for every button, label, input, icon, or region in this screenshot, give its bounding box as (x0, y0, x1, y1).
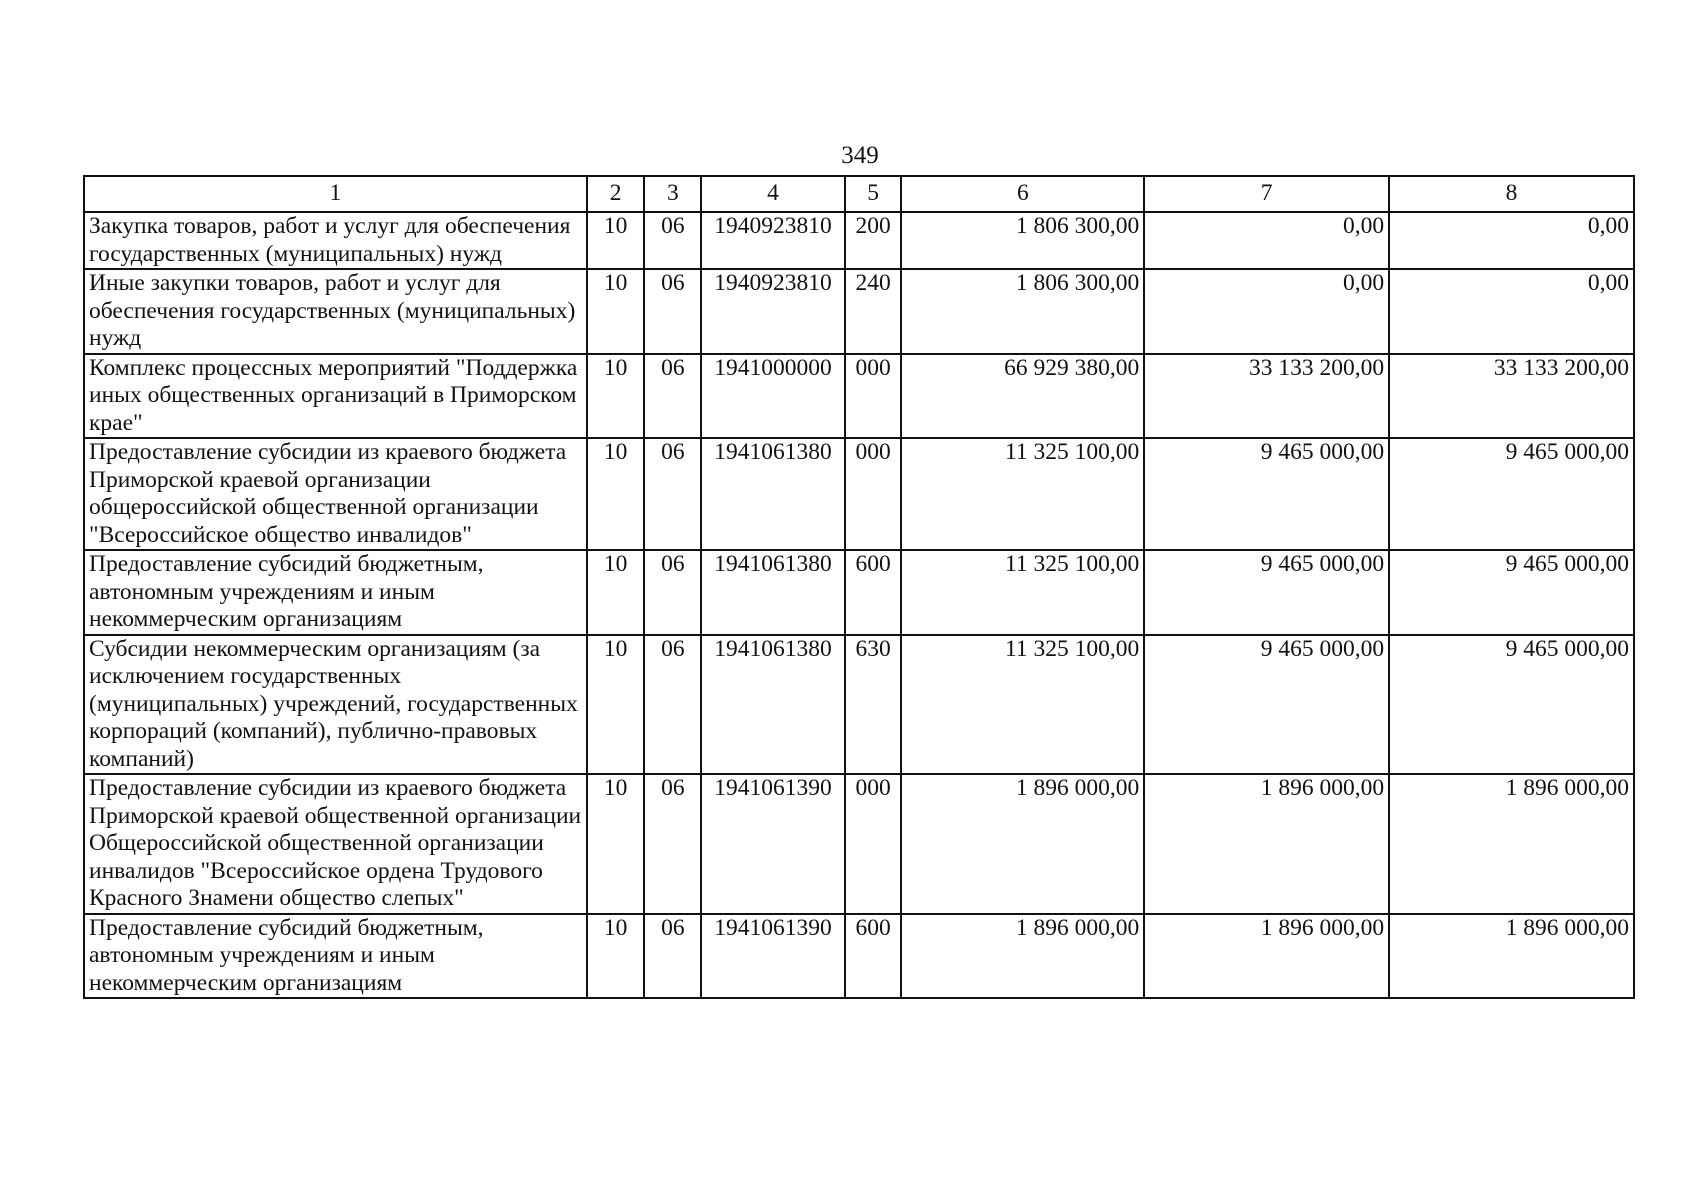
table-row (84, 550, 1634, 635)
row-amount-col7: 0,00 (1144, 212, 1389, 269)
row-section: 10 (587, 774, 645, 914)
table-row (84, 269, 1634, 354)
row-expense-type: 240 (845, 269, 902, 354)
header-cell-4: 4 (701, 176, 845, 212)
row-subsection: 06 (644, 635, 701, 775)
row-section: 10 (587, 550, 645, 635)
row-target-article: 1941061390 (701, 914, 845, 999)
row-name: Предоставление субсидий бюджетным, автономным учреждениям и иным некоммерческим организациям (84, 550, 587, 635)
row-amount-col8: 0,00 (1389, 212, 1634, 269)
row-amount-col7: 1 896 000,00 (1144, 914, 1389, 999)
header-cell-7: 7 (1144, 176, 1389, 212)
row-target-article: 1941061380 (701, 635, 845, 775)
row-amount-col6: 1 896 000,00 (901, 914, 1144, 999)
row-name: Субсидии некоммерческим организациям (за исключением государственных (муниципальных) учреждений, государственных корпораций (компаний), публично-правовых компаний) (84, 635, 587, 775)
row-amount-col8: 9 465 000,00 (1389, 438, 1634, 550)
row-expense-type: 200 (845, 212, 902, 269)
row-amount-col8: 9 465 000,00 (1389, 550, 1634, 635)
header-cell-1: 1 (84, 176, 587, 212)
row-target-article: 1941061380 (701, 550, 845, 635)
row-amount-col6: 1 806 300,00 (901, 212, 1144, 269)
row-subsection: 06 (644, 438, 701, 550)
row-amount-col8: 1 896 000,00 (1389, 914, 1634, 999)
row-subsection: 06 (644, 269, 701, 354)
row-target-article: 1940923810 (701, 212, 845, 269)
row-name: Закупка товаров, работ и услуг для обеспечения государственных (муниципальных) нужд (84, 212, 587, 269)
row-section: 10 (587, 212, 645, 269)
header-row (84, 176, 1634, 212)
row-section: 10 (587, 438, 645, 550)
header-cell-2: 2 (587, 176, 645, 212)
row-amount-col7: 9 465 000,00 (1144, 635, 1389, 775)
row-amount-col8: 0,00 (1389, 269, 1634, 354)
row-expense-type: 600 (845, 550, 902, 635)
row-section: 10 (587, 635, 645, 775)
row-subsection: 06 (644, 212, 701, 269)
row-amount-col6: 11 325 100,00 (901, 438, 1144, 550)
row-amount-col6: 1 896 000,00 (901, 774, 1144, 914)
row-amount-col6: 11 325 100,00 (901, 635, 1144, 775)
row-amount-col8: 9 465 000,00 (1389, 635, 1634, 775)
table-row (84, 212, 1634, 269)
row-subsection: 06 (644, 774, 701, 914)
table-row (84, 635, 1634, 775)
page-number: 349 (841, 142, 879, 169)
table-row (84, 438, 1634, 550)
table-row (84, 774, 1634, 914)
row-amount-col6: 66 929 380,00 (901, 354, 1144, 439)
row-amount-col8: 33 133 200,00 (1389, 354, 1634, 439)
row-amount-col7: 9 465 000,00 (1144, 438, 1389, 550)
row-name: Иные закупки товаров, работ и услуг для обеспечения государственных (муниципальных) нужд (84, 269, 587, 354)
header-cell-3: 3 (644, 176, 701, 212)
row-amount-col7: 0,00 (1144, 269, 1389, 354)
row-name: Предоставление субсидий бюджетным, автономным учреждениям и иным некоммерческим организациям (84, 914, 587, 999)
header-cell-5: 5 (845, 176, 902, 212)
row-expense-type: 000 (845, 774, 902, 914)
row-target-article: 1940923810 (701, 269, 845, 354)
row-expense-type: 000 (845, 438, 902, 550)
row-name: Предоставление субсидии из краевого бюджета Приморской краевой общественной организации Общероссийской общественной организации инвалидов "Всероссийское ордена Трудового Красного Знамени общество слепых" (84, 774, 587, 914)
table-row (84, 914, 1634, 999)
row-name: Комплекс процессных мероприятий "Поддержка иных общественных организаций в Приморском крае" (84, 354, 587, 439)
row-section: 10 (587, 914, 645, 999)
row-subsection: 06 (644, 354, 701, 439)
header-cell-8: 8 (1389, 176, 1634, 212)
row-target-article: 1941000000 (701, 354, 845, 439)
row-target-article: 1941061380 (701, 438, 845, 550)
row-amount-col7: 9 465 000,00 (1144, 550, 1389, 635)
row-expense-type: 000 (845, 354, 902, 439)
row-amount-col8: 1 896 000,00 (1389, 774, 1634, 914)
row-target-article: 1941061390 (701, 774, 845, 914)
table-row (84, 354, 1634, 439)
row-section: 10 (587, 354, 645, 439)
row-subsection: 06 (644, 550, 701, 635)
row-subsection: 06 (644, 914, 701, 999)
budget-table (83, 175, 1635, 999)
row-amount-col7: 33 133 200,00 (1144, 354, 1389, 439)
row-section: 10 (587, 269, 645, 354)
row-name: Предоставление субсидии из краевого бюджета Приморской краевой организации общероссийской общественной организации "Всероссийское общество инвалидов" (84, 438, 587, 550)
row-expense-type: 600 (845, 914, 902, 999)
row-amount-col6: 11 325 100,00 (901, 550, 1144, 635)
row-amount-col6: 1 806 300,00 (901, 269, 1144, 354)
row-expense-type: 630 (845, 635, 902, 775)
header-cell-6: 6 (901, 176, 1144, 212)
row-amount-col7: 1 896 000,00 (1144, 774, 1389, 914)
